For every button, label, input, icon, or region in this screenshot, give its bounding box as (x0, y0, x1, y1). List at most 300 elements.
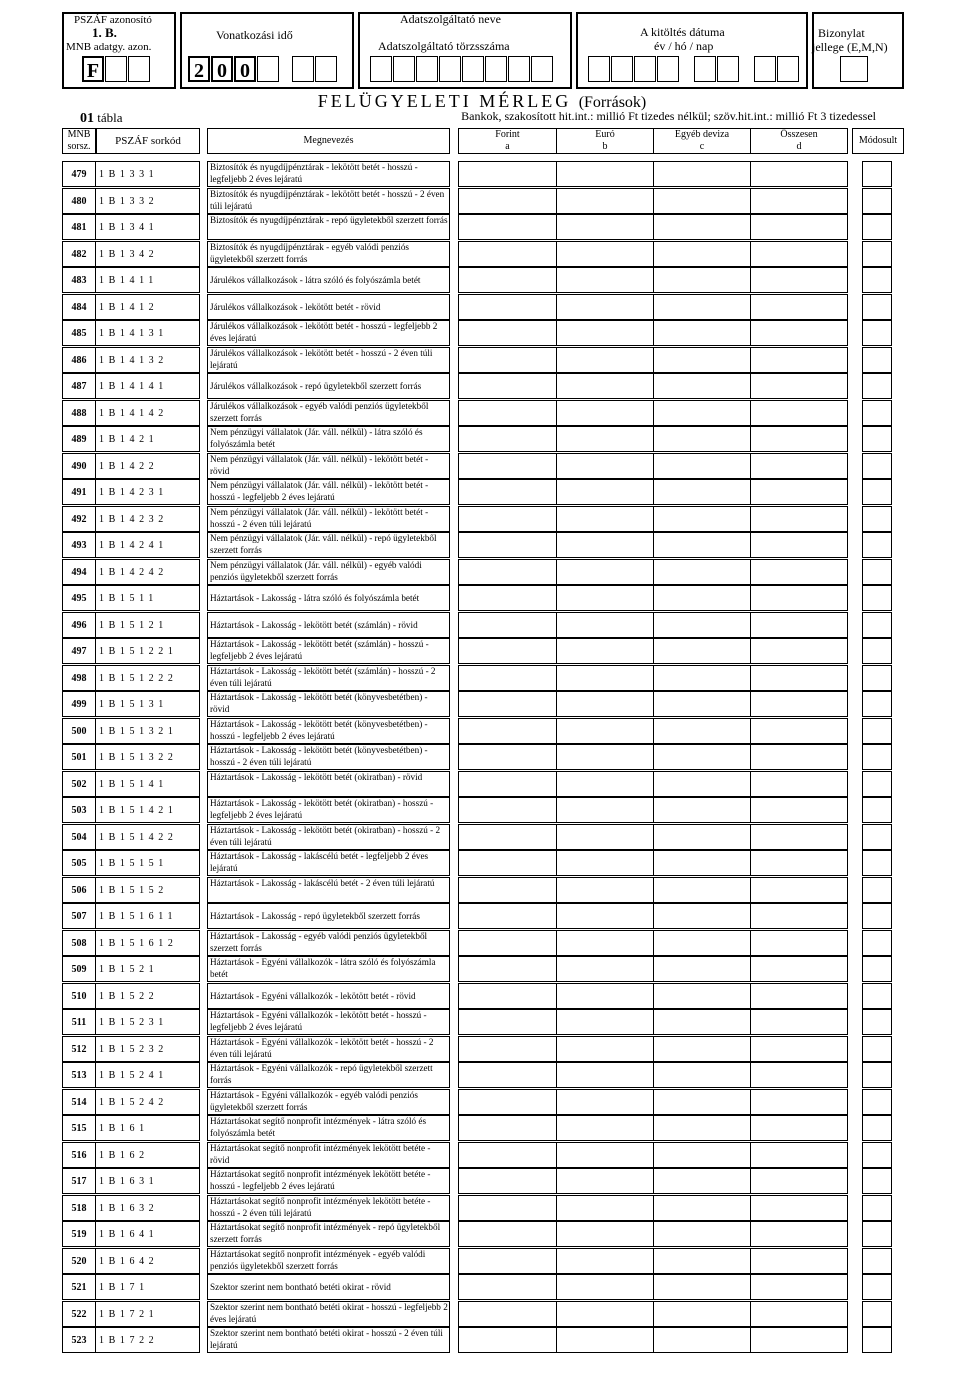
value-other-currency-cell[interactable] (654, 930, 751, 956)
value-other-currency-cell[interactable] (654, 479, 751, 505)
value-forint-cell[interactable] (458, 453, 557, 479)
value-forint-cell[interactable] (458, 347, 557, 373)
value-euro-cell[interactable] (557, 400, 654, 426)
value-forint-cell[interactable] (458, 426, 557, 452)
modified-flag-cell[interactable] (862, 824, 892, 850)
value-total-cell[interactable] (751, 956, 848, 982)
modified-flag-cell[interactable] (862, 877, 892, 903)
table-row (0, 426, 964, 452)
value-forint-cell[interactable] (458, 188, 557, 214)
value-euro-cell[interactable] (557, 665, 654, 691)
value-forint-cell[interactable] (458, 1248, 557, 1274)
value-forint-cell[interactable] (458, 214, 557, 240)
value-forint-cell[interactable] (458, 956, 557, 982)
modified-flag-cell[interactable] (862, 903, 892, 929)
modified-flag-cell[interactable] (862, 1248, 892, 1274)
value-total-cell[interactable] (751, 1115, 848, 1141)
row-code: 1B1332 (96, 188, 200, 214)
value-other-currency-cell[interactable] (654, 1168, 751, 1194)
value-forint-cell[interactable] (458, 506, 557, 532)
value-other-currency-cell[interactable] (654, 188, 751, 214)
value-total-cell[interactable] (751, 1168, 848, 1194)
row-name: Nem pénzügyi vállalatok (Jár. váll. nélkül) - lekötött betét - hosszú - 2 éven túli lejáratú (207, 506, 450, 532)
row-name: Háztartások - Lakosság - lakáscélú betét - 2 éven túli lejáratú (207, 877, 450, 903)
value-other-currency-cell[interactable] (654, 956, 751, 982)
value-total-cell[interactable] (751, 1221, 848, 1247)
value-euro-cell[interactable] (557, 877, 654, 903)
value-forint-cell[interactable] (458, 1195, 557, 1221)
modified-flag-cell[interactable] (862, 241, 892, 267)
row-number: 508 (62, 930, 96, 956)
value-euro-cell[interactable] (557, 241, 654, 267)
value-euro-cell[interactable] (557, 1142, 654, 1168)
modified-flag-cell[interactable] (862, 638, 892, 664)
value-total-cell[interactable] (751, 718, 848, 744)
value-total-cell[interactable] (751, 638, 848, 664)
modified-flag-cell[interactable] (862, 744, 892, 770)
modified-flag-cell[interactable] (862, 956, 892, 982)
col-b-letter: b (602, 141, 608, 152)
value-other-currency-cell[interactable] (654, 294, 751, 320)
value-total-cell[interactable] (751, 1327, 848, 1353)
value-forint-cell[interactable] (458, 373, 557, 399)
modified-flag-cell[interactable] (862, 1301, 892, 1327)
modified-flag-cell[interactable] (862, 506, 892, 532)
value-euro-cell[interactable] (557, 1036, 654, 1062)
value-other-currency-cell[interactable] (654, 638, 751, 664)
value-forint-cell[interactable] (458, 930, 557, 956)
table-row (0, 797, 964, 823)
value-forint-cell[interactable] (458, 744, 557, 770)
table-row (0, 691, 964, 717)
value-forint-cell[interactable] (458, 479, 557, 505)
table-row (0, 1195, 964, 1221)
period-cell[interactable] (292, 56, 314, 82)
value-forint-cell[interactable] (458, 294, 557, 320)
period-cell[interactable] (315, 56, 337, 82)
value-other-currency-cell[interactable] (654, 983, 751, 1009)
value-total-cell[interactable] (751, 930, 848, 956)
value-forint-cell[interactable] (458, 1009, 557, 1035)
modified-flag-cell[interactable] (862, 797, 892, 823)
value-total-cell[interactable] (751, 453, 848, 479)
value-total-cell[interactable] (751, 1036, 848, 1062)
modified-flag-cell[interactable] (862, 612, 892, 638)
value-other-currency-cell[interactable] (654, 426, 751, 452)
value-euro-cell[interactable] (557, 1009, 654, 1035)
value-other-currency-cell[interactable] (654, 1089, 751, 1115)
modified-flag-cell[interactable] (862, 1089, 892, 1115)
value-total-cell[interactable] (751, 691, 848, 717)
value-euro-cell[interactable] (557, 1115, 654, 1141)
value-euro-cell[interactable] (557, 1221, 654, 1247)
value-forint-cell[interactable] (458, 1221, 557, 1247)
value-forint-cell[interactable] (458, 771, 557, 797)
provider-reg-label: Adatszolgáltató törzsszáma (378, 39, 510, 53)
value-forint-cell[interactable] (458, 161, 557, 187)
value-euro-cell[interactable] (557, 850, 654, 876)
table-row (0, 585, 964, 611)
row-name: Háztartások - Lakosság - lekötött betét (könyvesbetétben) - hosszú - legfeljebb 2 éves lejáratú (207, 718, 450, 744)
table-row (0, 1036, 964, 1062)
value-total-cell[interactable] (751, 877, 848, 903)
modified-flag-cell[interactable] (862, 665, 892, 691)
value-euro-cell[interactable] (557, 612, 654, 638)
value-total-cell[interactable] (751, 214, 848, 240)
row-name: Biztosítók és nyugdíjpénztárak - lekötött betét - hosszú - legfeljebb 2 éves lejáratú (207, 161, 450, 187)
fill-date-cell[interactable] (777, 56, 799, 82)
value-total-cell[interactable] (751, 850, 848, 876)
modified-flag-cell[interactable] (862, 1009, 892, 1035)
fill-date-cell[interactable] (634, 56, 656, 82)
value-euro-cell[interactable] (557, 1301, 654, 1327)
value-total-cell[interactable] (751, 585, 848, 611)
value-other-currency-cell[interactable] (654, 453, 751, 479)
value-total-cell[interactable] (751, 373, 848, 399)
value-other-currency-cell[interactable] (654, 400, 751, 426)
value-forint-cell[interactable] (458, 1142, 557, 1168)
value-other-currency-cell[interactable] (654, 1115, 751, 1141)
value-other-currency-cell[interactable] (654, 1327, 751, 1353)
value-forint-cell[interactable] (458, 665, 557, 691)
modified-flag-cell[interactable] (862, 1142, 892, 1168)
value-euro-cell[interactable] (557, 824, 654, 850)
value-total-cell[interactable] (751, 797, 848, 823)
provider-reg-cell[interactable] (485, 56, 507, 82)
value-other-currency-cell[interactable] (654, 1221, 751, 1247)
row-name: Nem pénzügyi vállalatok (Jár. váll. nélkül) - látra szóló és folyószámla betét (207, 426, 450, 452)
modified-flag-cell[interactable] (862, 188, 892, 214)
value-forint-cell[interactable] (458, 400, 557, 426)
provider-reg-cell[interactable] (416, 56, 438, 82)
value-total-cell[interactable] (751, 267, 848, 293)
table-row (0, 665, 964, 691)
fill-date-cell[interactable] (611, 56, 633, 82)
value-forint-cell[interactable] (458, 1062, 557, 1088)
value-total-cell[interactable] (751, 1274, 848, 1300)
modified-flag-cell[interactable] (862, 691, 892, 717)
provider-reg-cell[interactable] (393, 56, 415, 82)
value-other-currency-cell[interactable] (654, 744, 751, 770)
row-code: 1B162 (96, 1142, 200, 1168)
value-total-cell[interactable] (751, 1009, 848, 1035)
modified-flag-cell[interactable] (862, 453, 892, 479)
value-other-currency-cell[interactable] (654, 665, 751, 691)
value-other-currency-cell[interactable] (654, 612, 751, 638)
value-forint-cell[interactable] (458, 1274, 557, 1300)
modified-flag-cell[interactable] (862, 1168, 892, 1194)
value-euro-cell[interactable] (557, 453, 654, 479)
value-euro-cell[interactable] (557, 1089, 654, 1115)
value-forint-cell[interactable] (458, 532, 557, 558)
value-euro-cell[interactable] (557, 294, 654, 320)
modified-flag-cell[interactable] (862, 1062, 892, 1088)
modified-flag-cell[interactable] (862, 1195, 892, 1221)
modified-flag-cell[interactable] (862, 294, 892, 320)
fill-date-cell[interactable] (717, 56, 739, 82)
value-total-cell[interactable] (751, 347, 848, 373)
value-other-currency-cell[interactable] (654, 824, 751, 850)
value-total-cell[interactable] (751, 400, 848, 426)
value-total-cell[interactable] (751, 744, 848, 770)
value-euro-cell[interactable] (557, 1327, 654, 1353)
value-other-currency-cell[interactable] (654, 373, 751, 399)
value-total-cell[interactable] (751, 903, 848, 929)
form-code-cell[interactable] (105, 56, 127, 82)
value-other-currency-cell[interactable] (654, 1195, 751, 1221)
value-forint-cell[interactable] (458, 585, 557, 611)
value-total-cell[interactable] (751, 983, 848, 1009)
modified-flag-cell[interactable] (862, 930, 892, 956)
value-other-currency-cell[interactable] (654, 903, 751, 929)
value-euro-cell[interactable] (557, 1248, 654, 1274)
value-total-cell[interactable] (751, 559, 848, 585)
value-other-currency-cell[interactable] (654, 214, 751, 240)
value-euro-cell[interactable] (557, 373, 654, 399)
value-euro-cell[interactable] (557, 718, 654, 744)
value-euro-cell[interactable] (557, 1195, 654, 1221)
table-row (0, 294, 964, 320)
provider-reg-cell[interactable] (370, 56, 392, 82)
value-other-currency-cell[interactable] (654, 585, 751, 611)
value-total-cell[interactable] (751, 824, 848, 850)
value-other-currency-cell[interactable] (654, 1009, 751, 1035)
value-other-currency-cell[interactable] (654, 771, 751, 797)
period-cell[interactable]: 0 (211, 56, 233, 82)
value-forint-cell[interactable] (458, 1115, 557, 1141)
fill-date-cell[interactable] (754, 56, 776, 82)
value-euro-cell[interactable] (557, 1062, 654, 1088)
value-forint-cell[interactable] (458, 267, 557, 293)
modified-flag-cell[interactable] (862, 1221, 892, 1247)
value-euro-cell[interactable] (557, 744, 654, 770)
value-total-cell[interactable] (751, 612, 848, 638)
modified-flag-cell[interactable] (862, 532, 892, 558)
table-row (0, 1168, 964, 1194)
value-euro-cell[interactable] (557, 691, 654, 717)
value-other-currency-cell[interactable] (654, 718, 751, 744)
value-euro-cell[interactable] (557, 347, 654, 373)
value-euro-cell[interactable] (557, 161, 654, 187)
value-other-currency-cell[interactable] (654, 1301, 751, 1327)
form-code-cell[interactable]: F (82, 56, 104, 82)
modified-flag-cell[interactable] (862, 426, 892, 452)
value-euro-cell[interactable] (557, 506, 654, 532)
value-other-currency-cell[interactable] (654, 506, 751, 532)
modified-flag-cell[interactable] (862, 850, 892, 876)
value-total-cell[interactable] (751, 188, 848, 214)
value-euro-cell[interactable] (557, 426, 654, 452)
value-total-cell[interactable] (751, 1142, 848, 1168)
value-other-currency-cell[interactable] (654, 877, 751, 903)
value-forint-cell[interactable] (458, 691, 557, 717)
period-cell[interactable] (257, 56, 279, 82)
modified-flag-cell[interactable] (862, 1115, 892, 1141)
value-other-currency-cell[interactable] (654, 532, 751, 558)
value-total-cell[interactable] (751, 241, 848, 267)
value-total-cell[interactable] (751, 1301, 848, 1327)
unit-note: Bankok, szakosított hit.int.: millió Ft tizedes nélkül; szöv.hit.int.: millió Ft 3 tizedessel (461, 109, 876, 123)
value-euro-cell[interactable] (557, 956, 654, 982)
value-other-currency-cell[interactable] (654, 161, 751, 187)
fill-date-cell[interactable] (657, 56, 679, 82)
row-code: 1B1642 (96, 1248, 200, 1274)
row-name: Háztartásokat segítő nonprofit intézmények - látra szóló és folyószámla betét (207, 1115, 450, 1141)
value-forint-cell[interactable] (458, 241, 557, 267)
value-euro-cell[interactable] (557, 214, 654, 240)
value-forint-cell[interactable] (458, 850, 557, 876)
value-euro-cell[interactable] (557, 559, 654, 585)
value-euro-cell[interactable] (557, 930, 654, 956)
value-total-cell[interactable] (751, 665, 848, 691)
value-forint-cell[interactable] (458, 903, 557, 929)
modified-flag-cell[interactable] (862, 718, 892, 744)
row-number: 482 (62, 241, 96, 267)
value-forint-cell[interactable] (458, 983, 557, 1009)
row-name: Járulékos vállalkozások - repó ügyletekből szerzett forrás (207, 373, 450, 399)
doc-type-cell[interactable] (840, 56, 868, 82)
value-total-cell[interactable] (751, 771, 848, 797)
value-total-cell[interactable] (751, 506, 848, 532)
modified-flag-cell[interactable] (862, 320, 892, 346)
value-total-cell[interactable] (751, 161, 848, 187)
value-forint-cell[interactable] (458, 1327, 557, 1353)
value-other-currency-cell[interactable] (654, 267, 751, 293)
value-euro-cell[interactable] (557, 771, 654, 797)
value-total-cell[interactable] (751, 426, 848, 452)
value-total-cell[interactable] (751, 1248, 848, 1274)
value-other-currency-cell[interactable] (654, 241, 751, 267)
row-code: 1B1721 (96, 1301, 200, 1327)
table-row (0, 930, 964, 956)
value-forint-cell[interactable] (458, 1301, 557, 1327)
mnb-label: MNB adatgy. azon. (66, 41, 152, 53)
value-euro-cell[interactable] (557, 1274, 654, 1300)
value-euro-cell[interactable] (557, 797, 654, 823)
modified-flag-cell[interactable] (862, 214, 892, 240)
value-other-currency-cell[interactable] (654, 797, 751, 823)
modified-flag-cell[interactable] (862, 267, 892, 293)
value-forint-cell[interactable] (458, 320, 557, 346)
modified-flag-cell[interactable] (862, 347, 892, 373)
col-d-letter: d (796, 141, 802, 152)
value-total-cell[interactable] (751, 320, 848, 346)
row-name: Szektor szerint nem bontható betéti okirat - rövid (207, 1274, 450, 1300)
value-total-cell[interactable] (751, 1089, 848, 1115)
value-total-cell[interactable] (751, 479, 848, 505)
modified-flag-cell[interactable] (862, 771, 892, 797)
row-number: 486 (62, 347, 96, 373)
modified-flag-cell[interactable] (862, 373, 892, 399)
value-other-currency-cell[interactable] (654, 1036, 751, 1062)
period-cell[interactable]: 0 (234, 56, 256, 82)
modified-flag-cell[interactable] (862, 1327, 892, 1353)
value-forint-cell[interactable] (458, 612, 557, 638)
period-cell[interactable]: 2 (188, 56, 210, 82)
value-total-cell[interactable] (751, 1195, 848, 1221)
fill-date-cell[interactable] (588, 56, 610, 82)
provider-reg-cell[interactable] (462, 56, 484, 82)
value-euro-cell[interactable] (557, 532, 654, 558)
provider-reg-cell[interactable] (531, 56, 553, 82)
value-forint-cell[interactable] (458, 797, 557, 823)
title-sub: (Források) (578, 94, 647, 111)
doc-type-box (812, 12, 904, 89)
value-other-currency-cell[interactable] (654, 559, 751, 585)
modified-flag-cell[interactable] (862, 983, 892, 1009)
fill-date-cell[interactable] (694, 56, 716, 82)
modified-flag-cell[interactable] (862, 400, 892, 426)
row-code: 1B1631 (96, 1168, 200, 1194)
value-other-currency-cell[interactable] (654, 1142, 751, 1168)
row-code: 1B15141 (96, 771, 200, 797)
value-euro-cell[interactable] (557, 903, 654, 929)
row-code: 1B15131 (96, 691, 200, 717)
value-total-cell[interactable] (751, 1062, 848, 1088)
col-pszaf: PSZÁF sorkód (96, 128, 200, 154)
row-name: Szektor szerint nem bontható betéti okirat - hosszú - 2 éven túli lejáratú (207, 1327, 450, 1353)
row-name: Háztartások - Egyéni vállalkozók - lekötött betét - rövid (207, 983, 450, 1009)
value-other-currency-cell[interactable] (654, 1062, 751, 1088)
value-other-currency-cell[interactable] (654, 320, 751, 346)
value-total-cell[interactable] (751, 294, 848, 320)
value-forint-cell[interactable] (458, 559, 557, 585)
provider-reg-cell[interactable] (508, 56, 530, 82)
value-forint-cell[interactable] (458, 1089, 557, 1115)
value-other-currency-cell[interactable] (654, 1274, 751, 1300)
table-row (0, 479, 964, 505)
value-euro-cell[interactable] (557, 479, 654, 505)
value-euro-cell[interactable] (557, 188, 654, 214)
row-name: Háztartások - Lakosság - repó ügyletekből szerzett forrás (207, 903, 450, 929)
form-code-cell[interactable] (128, 56, 150, 82)
value-euro-cell[interactable] (557, 638, 654, 664)
col-a-label: Forint (495, 129, 520, 140)
value-forint-cell[interactable] (458, 1168, 557, 1194)
row-name: Háztartásokat segítő nonprofit intézmények lekötött betéte - rövid (207, 1142, 450, 1168)
value-forint-cell[interactable] (458, 638, 557, 664)
value-euro-cell[interactable] (557, 267, 654, 293)
row-name: Háztartások - Lakosság - lekötött betét (okiratban) - hosszú - legfeljebb 2 éves lejáratú (207, 797, 450, 823)
value-euro-cell[interactable] (557, 320, 654, 346)
table-row (0, 1115, 964, 1141)
value-forint-cell[interactable] (458, 877, 557, 903)
row-name: Háztartások - Lakosság - látra szóló és folyószámla betét (207, 585, 450, 611)
modified-flag-cell[interactable] (862, 1036, 892, 1062)
modified-flag-cell[interactable] (862, 479, 892, 505)
value-other-currency-cell[interactable] (654, 850, 751, 876)
value-euro-cell[interactable] (557, 585, 654, 611)
modified-flag-cell[interactable] (862, 585, 892, 611)
value-euro-cell[interactable] (557, 983, 654, 1009)
value-forint-cell[interactable] (458, 718, 557, 744)
row-code: 1B1632 (96, 1195, 200, 1221)
row-code: 1B15121 (96, 612, 200, 638)
value-total-cell[interactable] (751, 532, 848, 558)
table-row (0, 877, 964, 903)
value-forint-cell[interactable] (458, 824, 557, 850)
value-other-currency-cell[interactable] (654, 347, 751, 373)
value-forint-cell[interactable] (458, 1036, 557, 1062)
modified-flag-cell[interactable] (862, 1274, 892, 1300)
value-other-currency-cell[interactable] (654, 691, 751, 717)
value-euro-cell[interactable] (557, 1168, 654, 1194)
provider-reg-cell[interactable] (439, 56, 461, 82)
row-code: 1B14241 (96, 532, 200, 558)
modified-flag-cell[interactable] (862, 559, 892, 585)
value-other-currency-cell[interactable] (654, 1248, 751, 1274)
modified-flag-cell[interactable] (862, 161, 892, 187)
